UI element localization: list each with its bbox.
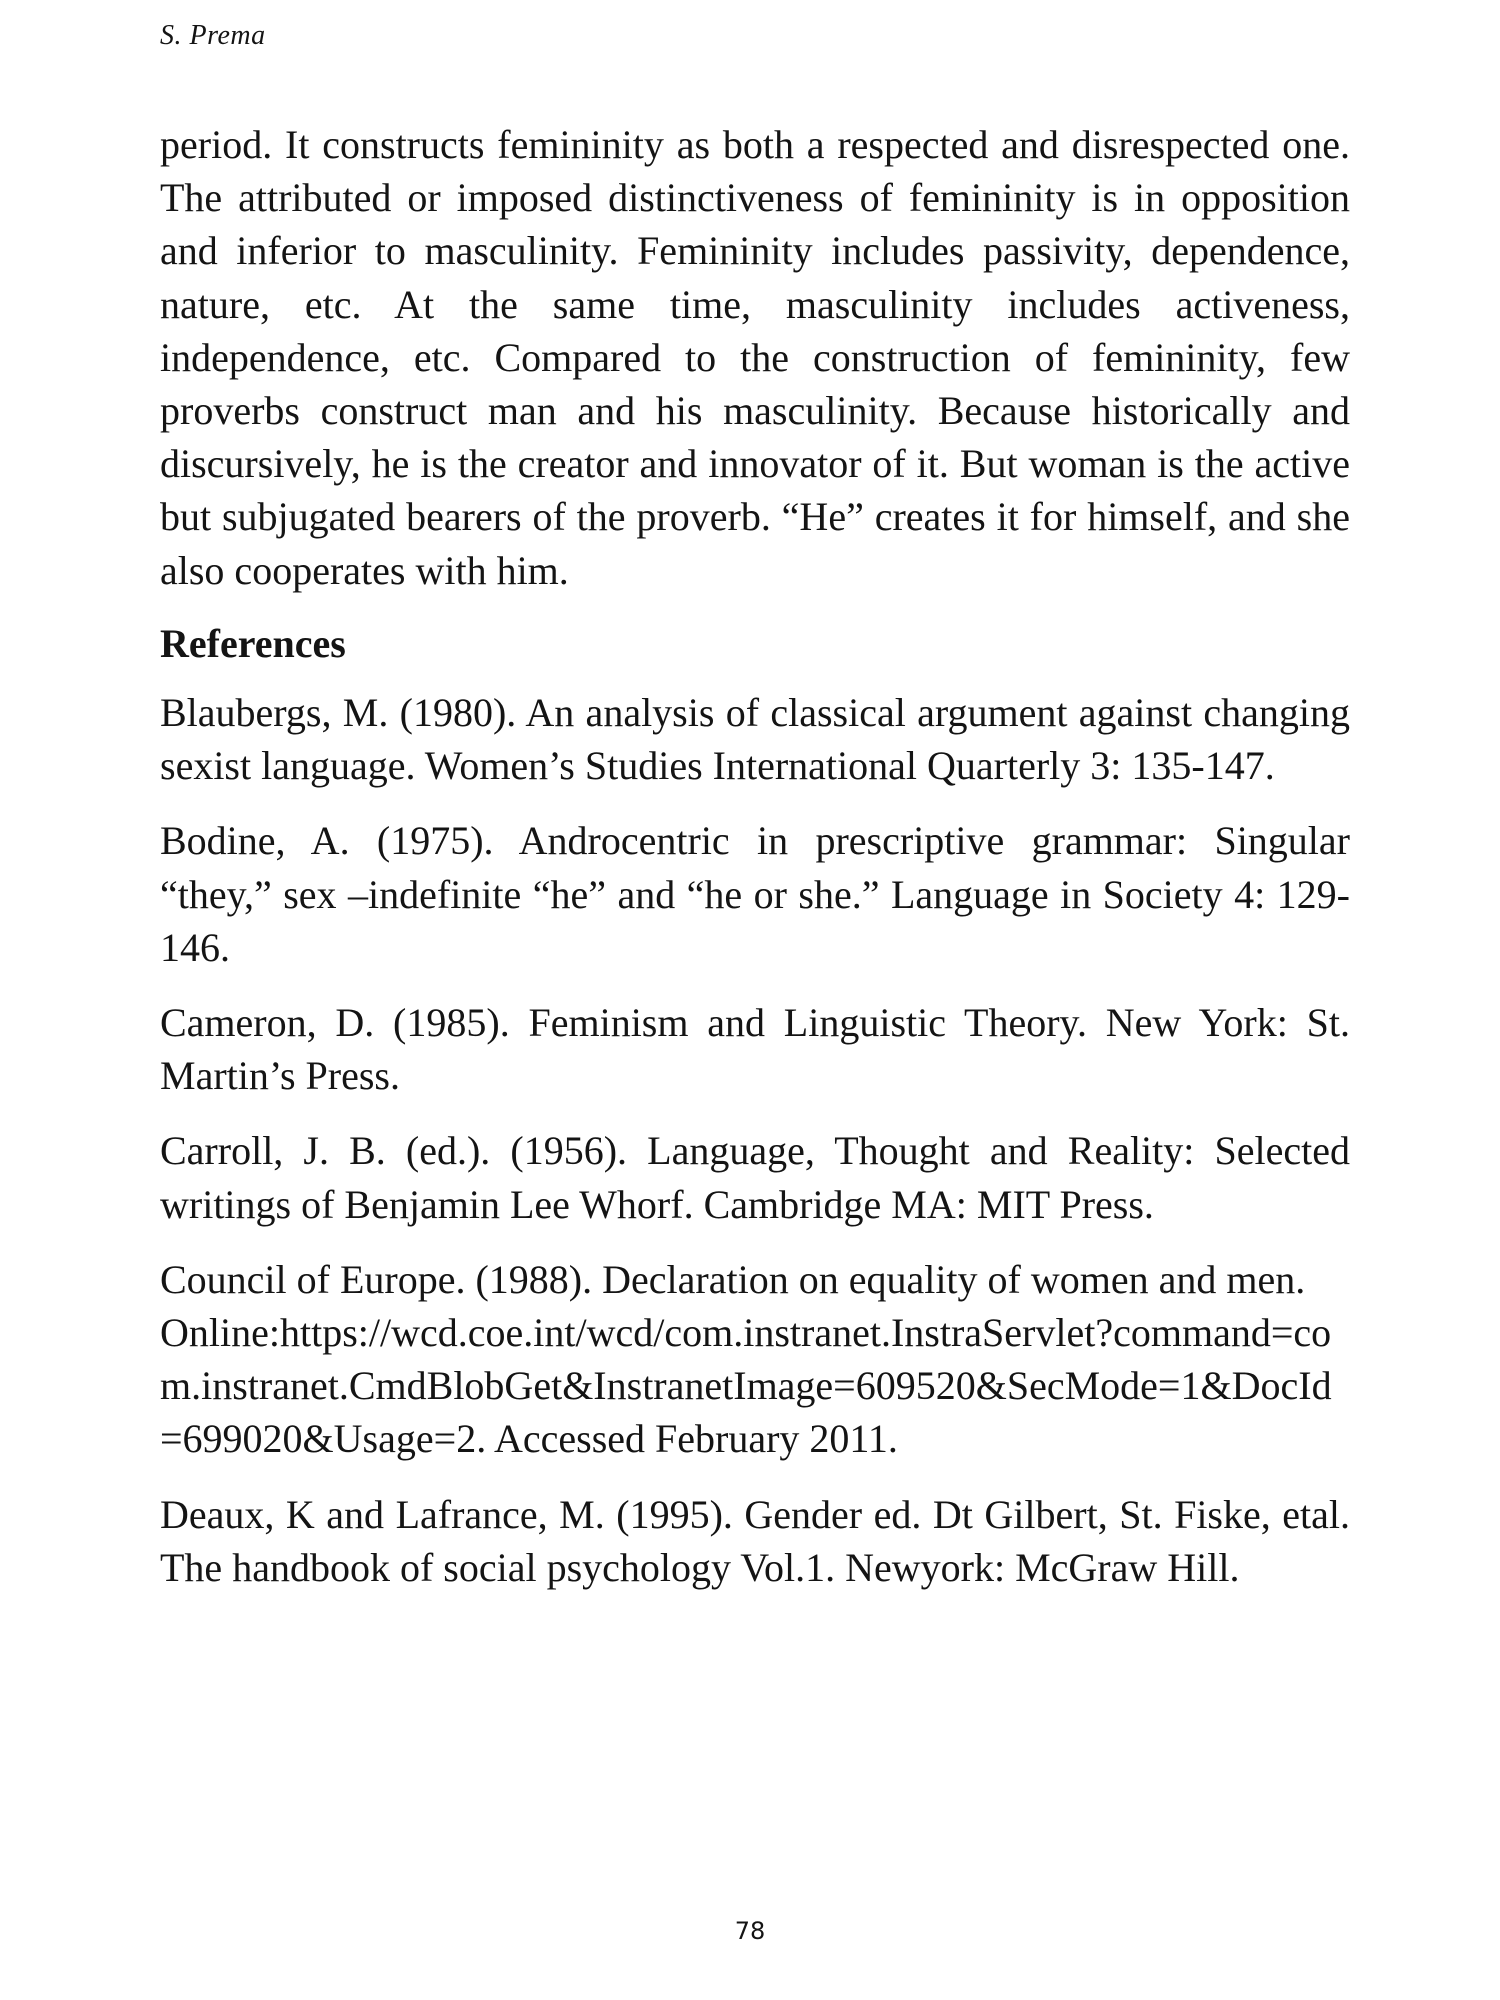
references-heading: References: [160, 620, 346, 666]
reference-item: [160, 814, 1350, 974]
body-paragraph: period. It constructs femininity as both a respected and disrespected one. The attributed or imposed distinctiveness of femininity is in opposition and inferior to masculinity. Femininity includes passivity, dependence, nature, etc. At the same time, masculinity includes activeness, independence, etc. Compared to the construction of femininity, few proverbs construct man and his masculinity. Because historically and discursively, he is the creator and innovator of it. But woman is the active but subjugated bearers of the proverb. “He” creates it for himself, and she also cooperates with him.: [160, 122, 1350, 593]
page-number: 78: [734, 1917, 766, 1945]
reference-text: Carroll, J. B. (ed.). (1956). Language, Thought and Reality: Selected writings of Benjamin Lee Whorf. Cambridge MA: MIT Press.: [160, 1128, 1350, 1227]
page-content: [160, 118, 1350, 1616]
reference-item: [160, 996, 1350, 1102]
reference-item: [160, 1124, 1350, 1230]
reference-list: [160, 686, 1350, 1594]
reference-text: Deaux, K and Lafrance, M. (1995). Gender ed. Dt Gilbert, St. Fiske, etal. The handbook of social psychology Vol.1. Newyork: McGraw Hill.: [160, 1491, 1350, 1590]
reference-online-link: Online:https://wcd.coe.int/wcd/com.instranet.InstraServlet?command=com.instranet.CmdBlobGet&InstranetImage=609520&SecMode=1&DocId=699020&Usage=2. Accessed February 2011.: [160, 1310, 1332, 1462]
reference-item: [160, 686, 1350, 792]
reference-text: Bodine, A. (1975). Androcentric in prescriptive grammar: Singular “they,” sex –indefinite “he” and “he or she.” Language in Society 4: 129-146.: [160, 818, 1350, 970]
running-head: S. Prema: [160, 20, 266, 51]
reference-item: [160, 1488, 1350, 1594]
reference-text: Cameron, D. (1985). Feminism and Linguistic Theory. New York: St. Martin’s Press.: [160, 1000, 1350, 1099]
reference-text: Blaubergs, M. (1980). An analysis of classical argument against changing sexist language. Women’s Studies International Quarterly 3: 135-147.: [160, 690, 1350, 789]
reference-item: [160, 1253, 1350, 1466]
reference-text: Council of Europe. (1988). Declaration on equality of women and men.: [160, 1256, 1306, 1302]
